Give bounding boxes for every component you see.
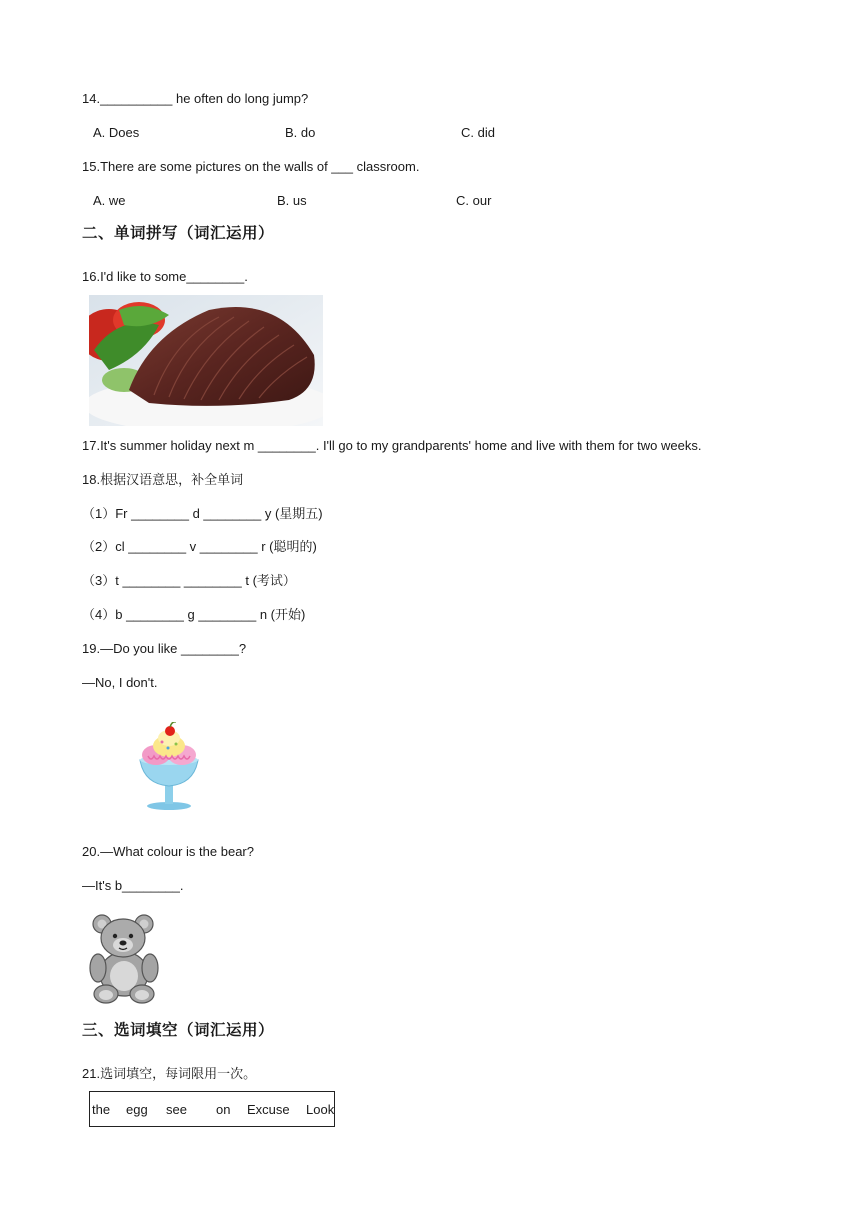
q18-item-3: （3）t ________ ________ t (考试） bbox=[82, 573, 296, 588]
word-bank-box bbox=[89, 1091, 335, 1127]
q15-option-c[interactable]: C. our bbox=[456, 193, 492, 208]
section-2-heading: 二、单词拼写（词汇运用） bbox=[82, 225, 275, 242]
question-14-stem: 14.__________ he often do long jump? bbox=[82, 91, 309, 106]
q14-option-b[interactable]: B. do bbox=[285, 125, 316, 140]
word-bank-item: on bbox=[216, 1101, 231, 1117]
q14-option-a[interactable]: A. Does bbox=[93, 125, 140, 140]
section-3-heading: 三、选词填空（词汇运用） bbox=[82, 1022, 275, 1039]
question-19-line-2: —No, I don't. bbox=[82, 675, 158, 690]
question-16-stem: 16.I'd like to some________. bbox=[82, 269, 248, 284]
teddy-bear-image bbox=[86, 912, 162, 1004]
word-bank-item: Look bbox=[306, 1101, 335, 1117]
question-18-stem: 18.根据汉语意思，补全单词 bbox=[82, 472, 244, 487]
ice-cream-sundae-image bbox=[134, 722, 204, 810]
question-21-stem: 21.选词填空，每词限用一次。 bbox=[82, 1066, 257, 1081]
q18-item-1: （1）Fr ________ d ________ y (星期五) bbox=[82, 506, 323, 521]
word-bank-item: egg bbox=[126, 1101, 148, 1117]
q15-option-b[interactable]: B. us bbox=[277, 193, 307, 208]
question-19-line-1: 19.—Do you like ________? bbox=[82, 641, 247, 656]
question-15-stem: 15.There are some pictures on the walls of ___ classroom. bbox=[82, 159, 420, 174]
word-bank-item: see bbox=[166, 1101, 187, 1117]
sliced-beef-image bbox=[89, 295, 323, 426]
question-20-line-2: —It's b________. bbox=[82, 878, 184, 893]
question-17-stem: 17.It's summer holiday next m ________. I'll go to my grandparents' home and live with them for two weeks. bbox=[82, 438, 702, 453]
q18-item-2: （2）cl ________ v ________ r (聪明的) bbox=[82, 539, 317, 554]
q14-option-c[interactable]: C. did bbox=[461, 125, 495, 140]
q18-item-4: （4）b ________ g ________ n (开始) bbox=[82, 607, 306, 622]
word-bank-item: the bbox=[92, 1101, 111, 1117]
question-20-line-1: 20.—What colour is the bear? bbox=[82, 844, 254, 859]
q15-option-a[interactable]: A. we bbox=[93, 193, 126, 208]
word-bank-item: Excuse bbox=[247, 1101, 290, 1117]
